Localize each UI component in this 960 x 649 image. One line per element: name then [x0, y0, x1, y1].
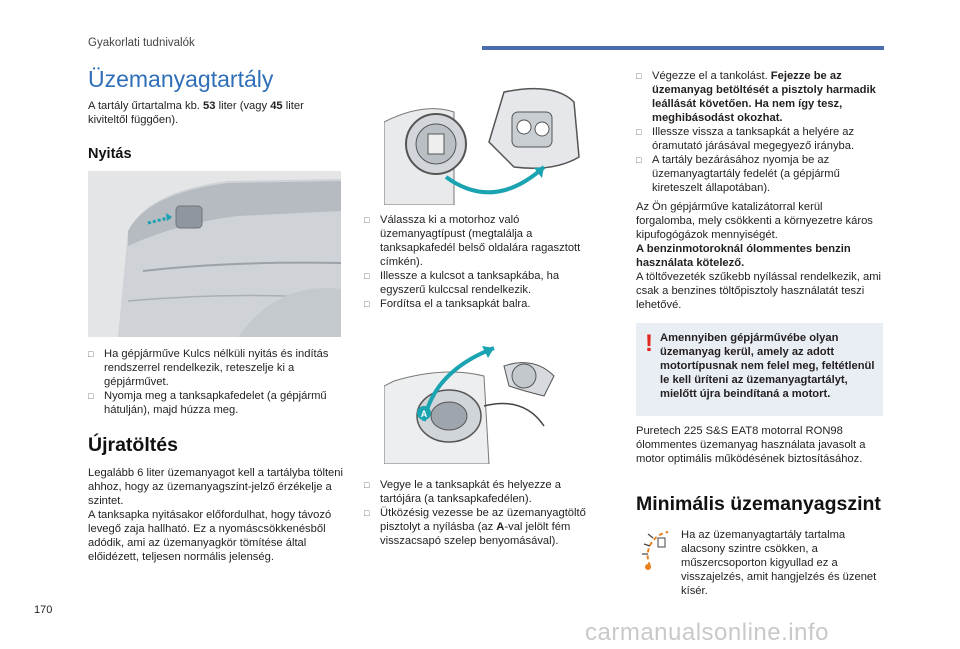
header-bar: [482, 46, 884, 50]
list-item: □ Válassza ki a motorhoz való üzemanyagtípust (megtalálja a tanksapkafedél belső oldalára ragasztott címkén).: [364, 213, 596, 269]
page-number: 170: [34, 604, 53, 616]
watermark: carmanualsonline.info: [585, 619, 829, 646]
puretech-text: Puretech 225 S&S EAT8 motorral RON98 ólommentes üzemanyag használata javasolt a motor optimális működésének biztosításához.: [636, 425, 866, 465]
refuel-nozzle-illustration: [384, 336, 584, 464]
right-list: [636, 69, 883, 195]
list-item: □ Nyomja meg a tanksapkafedelet (a gépjármű hátulján), majd húzza meg.: [88, 389, 343, 417]
list-item: □ Fordítsa el a tanksapkát balra.: [364, 297, 596, 311]
car-rear-illustration: [88, 171, 341, 337]
intro-text: A tartály űrtartalma kb. 53 liter (vagy 45 liter kiviteltől függően).: [88, 100, 304, 126]
list-item: □ A tartály bezárásához nyomja be az üzemanyagtartály fedelét (a gépjármű kireteszelt állapotában).: [636, 153, 883, 195]
list-item: □ Ha gépjárműve Kulcs nélküli nyitás és indítás rendszerrel rendelkezik, reteszelje ki a gépjárművet.: [88, 347, 343, 389]
minimal-heading: Minimális üzemanyagszint: [636, 493, 881, 515]
section-header: Gyakorlati tudnivalók: [88, 37, 195, 49]
list-item: □ Vegye le a tanksapkát és helyezze a tartójára (a tanksapkafedélen).: [364, 478, 596, 506]
ujratoltes-heading: Újratöltés: [88, 434, 178, 456]
middle-list-top: [364, 213, 596, 311]
list-item: □ Illessze vissza a tanksapkát a helyére az óramutató járásával megegyező irányba.: [636, 125, 883, 153]
list-item: □ Ütközésig vezesse be az üzemanyagtöltő pisztolyt a nyílásba (az A-val jelölt fém visszacsapó szelep benyomásával).: [364, 506, 596, 548]
ujratoltes-text: Legalább 6 liter üzemanyagot kell a tartályba tölteni ahhoz, hogy az üzemanyagszint-jelző érzékelje a szintet. A tanksapka nyitásakor előfordulhat, hogy távozó levegő zaja hallható. Ez a nyomáscsökkenésből adódik, ami az üzemanyagkör tömítése által előidézett, teljesen normális jelenség.: [88, 467, 343, 563]
warning-icon: !: [645, 330, 653, 357]
nyitas-list: [88, 347, 343, 417]
fuel-cap-open-illustration: [384, 82, 584, 205]
valve-marker-a: A: [420, 409, 428, 419]
list-item: □ Végezze el a tankolást. Fejezze be az üzemanyag betöltését a pisztoly harmadik leállását követően. Ha nem így tesz, meghibásodást okozhat.: [636, 69, 883, 125]
catalyst-text: Az Ön gépjárműve katalizátorral kerül forgalomba, mely csökkenti a környezetre káros kipufogógázok mennyiségét. A benzinmotoroknál ólommentes benzin használata kötelező. A töltővezeték szűkebb nyílással rendelkezik, ami csak a benzines töltőpisztoly használatát teszi lehetővé.: [636, 201, 882, 311]
page-title: Üzemanyagtartály: [88, 66, 274, 92]
list-item: □ Illessze a kulcsot a tanksapkába, ha egyszerű kulccsal rendelkezik.: [364, 269, 596, 297]
middle-list-bottom: [364, 478, 596, 548]
nyitas-heading: Nyitás: [88, 146, 132, 162]
low-fuel-gauge-icon: [636, 524, 674, 572]
minimal-text: Ha az üzemanyagtartály tartalma alacsony szintre csökken, a műszercsoporton kigyullad ez a visszajelzés, amit hangjelzés és üzenet kísér.: [681, 529, 877, 597]
warning-text: Amennyiben gépjárművébe olyan üzemanyag kerül, amely az adott motortípusnak nem felel meg, feltétlenül le kell üríteni az üzemanyagtartályt, mielőtt újra beindítaná a motort.: [660, 332, 875, 400]
